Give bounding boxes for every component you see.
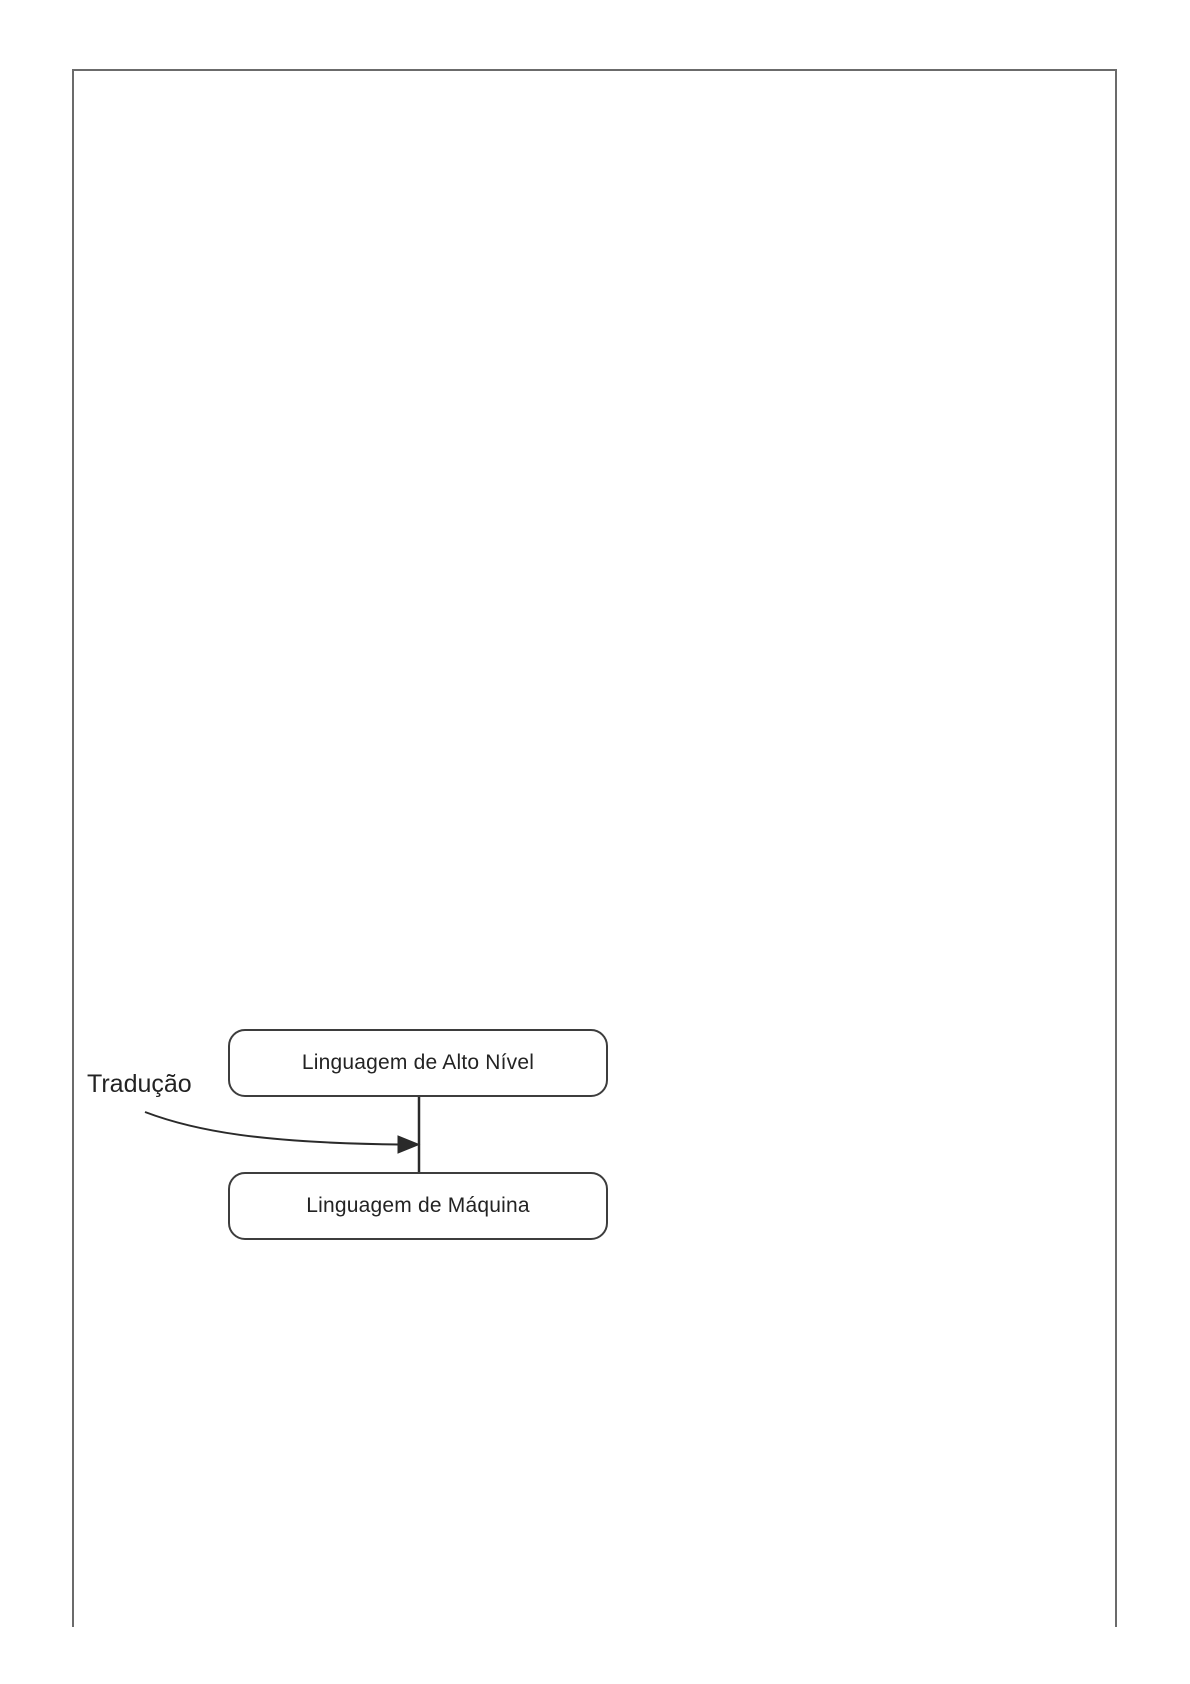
node-machine-language bbox=[228, 1172, 608, 1240]
node-high-level-language bbox=[228, 1029, 608, 1097]
translation-arrow-label: Tradução bbox=[87, 1070, 192, 1098]
page-border-frame bbox=[72, 69, 1117, 1627]
node-machine-language-label: Linguagem de Máquina bbox=[306, 1194, 530, 1217]
node-high-level-language-label: Linguagem de Alto Nível bbox=[301, 1051, 535, 1074]
